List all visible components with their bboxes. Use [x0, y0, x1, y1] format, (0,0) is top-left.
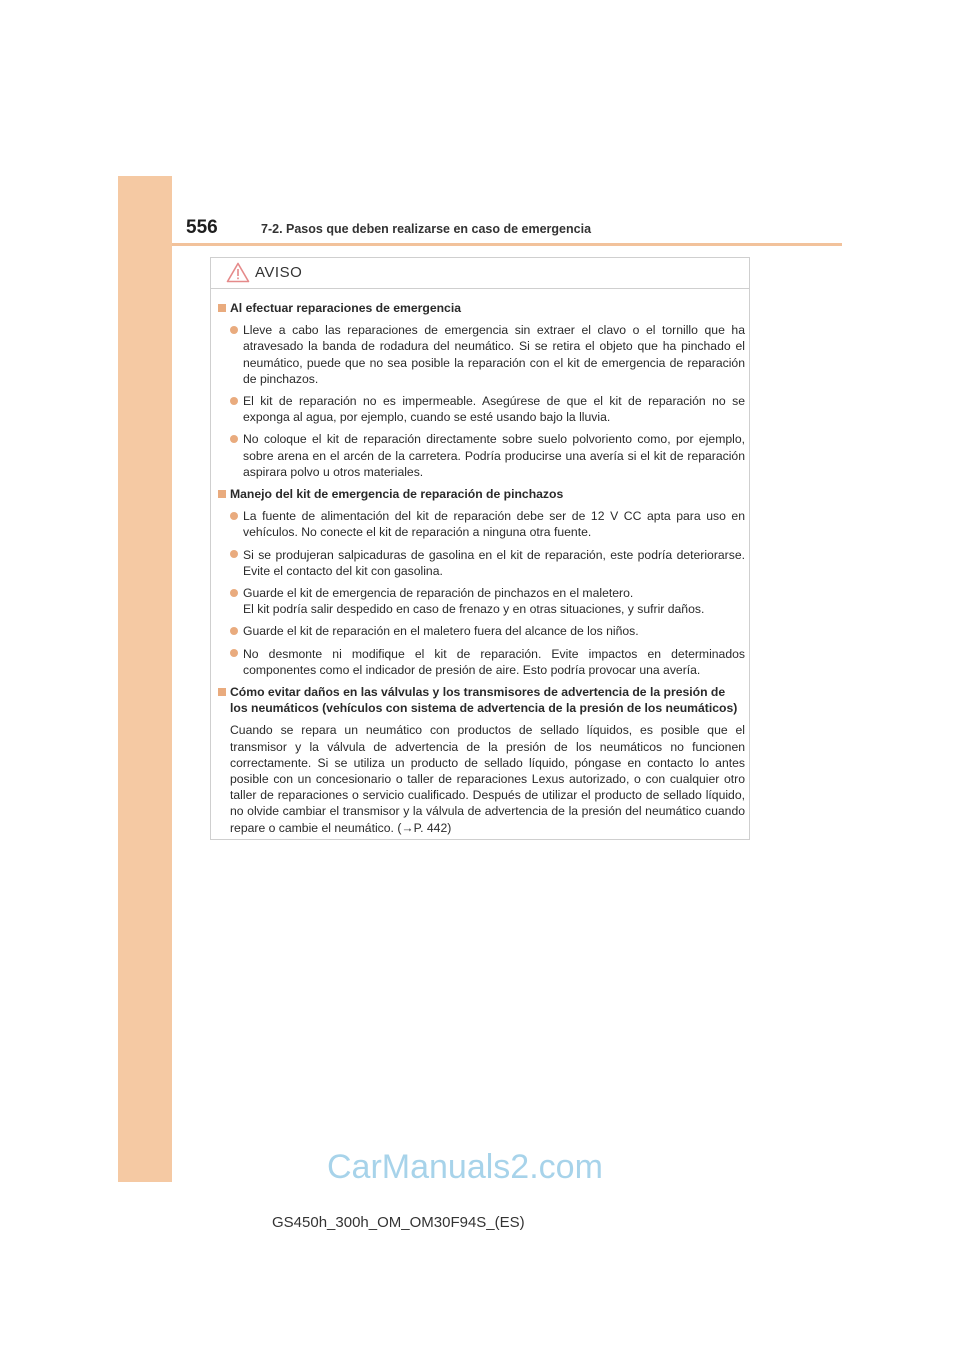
section-heading: Cómo evitar daños en las válvulas y los transmisores de advertencia de la presión de los neumáticos (vehículos con sistema de advertencia de la presión de los neumáticos) [218, 684, 745, 716]
square-bullet-icon [218, 688, 226, 696]
square-bullet-icon [218, 490, 226, 498]
section-title: 7-2. Pasos que deben realizarse en caso de emergencia [261, 222, 592, 236]
warning-triangle-icon [226, 262, 250, 283]
list-item: El kit de reparación no es impermeable. Asegúrese de que el kit de reparación no se exponga al agua, por ejemplo, cuando se esté usando bajo la lluvia. [218, 393, 745, 425]
dot-bullet-icon [230, 397, 238, 405]
dot-bullet-icon [230, 627, 238, 635]
dot-bullet-icon [230, 649, 238, 657]
section-heading: Al efectuar reparaciones de emergencia [218, 300, 745, 316]
page-number: 556 [186, 217, 218, 238]
square-bullet-icon [218, 304, 226, 312]
warning-label: AVISO [255, 264, 303, 281]
sidebar-tab [118, 176, 172, 1182]
dot-bullet-icon [230, 326, 238, 334]
list-item: No desmonte ni modifique el kit de reparación. Evite impactos en determinados componentes como el indicador de presión de aire. Esto podría provocar una avería. [218, 646, 745, 678]
dot-bullet-icon [230, 550, 238, 558]
footer-document-code: GS450h_300h_OM_OM30F94S_(ES) [272, 1214, 525, 1231]
watermark: CarManuals2.com [327, 1148, 603, 1186]
warning-box [210, 257, 750, 840]
list-item: La fuente de alimentación del kit de reparación debe ser de 12 V CC apta para uso en vehículos. No conecte el kit de reparación a ninguna otra fuente. [218, 508, 745, 540]
section-heading: Manejo del kit de emergencia de reparación de pinchazos [218, 486, 745, 502]
dot-bullet-icon [230, 589, 238, 597]
warning-header [211, 258, 749, 289]
header-rule [172, 243, 842, 246]
dot-bullet-icon [230, 435, 238, 443]
list-item: No coloque el kit de reparación directamente sobre suelo polvoriento como, por ejemplo, sobre arena en el arcén de la carretera. Podría producirse una avería si el kit de reparación aspirara polvo u otros materiales. [218, 431, 745, 480]
section-paragraph: Cuando se repara un neumático con productos de sellado líquidos, es posible que el transmisor y la válvula de advertencia de la presión de los neumáticos no funcionen correctamente. Si se utiliza un producto de sellado líquido, póngase en contacto lo antes posible con un concesionario o taller de reparaciones Lexus autorizado, o con cualquier otro taller de reparaciones o servicio cualificado. Después de utilizar el producto de sellado líquido, no olvide cambiar el transmisor y la válvula de advertencia de la presión del neumático cuando repare o cambie el neumático. (→P. 442) [230, 723, 745, 835]
dot-bullet-icon [230, 512, 238, 520]
list-item: Guarde el kit de emergencia de reparación de pinchazos en el maletero. El kit podría salir despedido en caso de frenazo y en otras situaciones, y sufrir daños. [218, 585, 745, 617]
list-item: Si se produjeran salpicaduras de gasolina en el kit de reparación, este podría deteriorarse. Evite el contacto del kit con gasolina. [218, 547, 745, 579]
list-item: Lleve a cabo las reparaciones de emergencia sin extraer el clavo o el tornillo que ha atravesado la banda de rodadura del neumático. Si se retira el objeto que ha pinchado el neumático, puede que no sea posible la reparación con el kit de emergencia de reparación de pinchazos. [218, 322, 745, 387]
warning-content [218, 300, 745, 836]
list-item: Guarde el kit de reparación en el maletero fuera del alcance de los niños. [218, 623, 745, 639]
